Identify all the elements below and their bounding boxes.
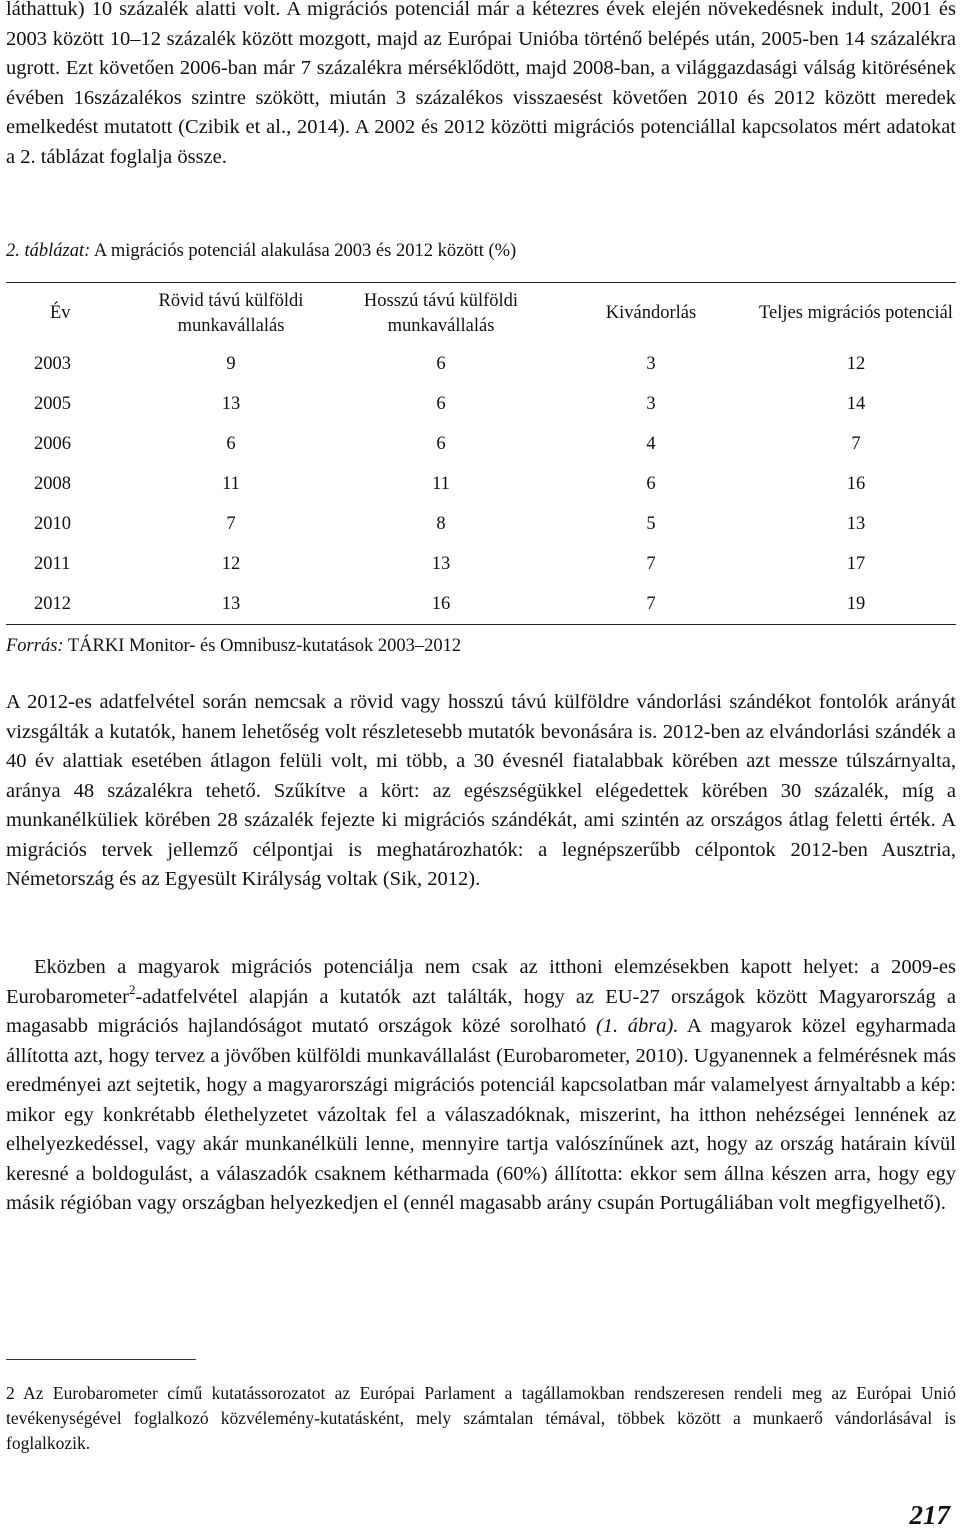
- table-year-cell: 2005: [34, 394, 71, 414]
- table-header-row: [6, 283, 956, 345]
- table-value-cell: 17: [846, 554, 866, 574]
- table-row: [6, 385, 956, 425]
- table-value-cell: 6: [646, 474, 656, 494]
- table-value-cell: 3: [646, 354, 656, 374]
- table-value-cell: 16: [431, 593, 451, 614]
- table-value-cell: 13: [846, 514, 866, 534]
- table-year-cell: 2012: [34, 593, 71, 614]
- table-value-cell: 7: [646, 554, 656, 574]
- table-value-cell: 14: [846, 394, 866, 414]
- footnote-ref: 2: [128, 981, 136, 997]
- table-source: [6, 633, 461, 659]
- table-value-cell: 9: [226, 354, 236, 374]
- table-value-cell: 13: [221, 593, 241, 614]
- table-value-cell: 12: [221, 554, 241, 574]
- table-value-cell: 4: [646, 434, 656, 454]
- table-year-cell: 2010: [34, 514, 71, 534]
- table-row: [6, 345, 956, 385]
- table-value-cell: 8: [436, 514, 446, 534]
- figure-ref: (1. ábra).: [595, 1015, 679, 1037]
- migration-potential-table: [6, 282, 956, 625]
- source-label: Forrás:: [6, 636, 64, 656]
- table-year-cell: 2003: [34, 354, 71, 374]
- paragraph-2: A 2012-es adatfelvétel során nemcsak a rövid vagy hosszú távú külföldre vándorlási szándékot fontolók arányát vizsgálták a kutatók, hanem lehetőség volt részletesebb mutatók bevonására is. 2012-ben az elvándorlási szándék a 40 év alattiak esetében átlagon felüli volt, mi több, a 30 évesnél fiatalabbak körében azt messze túlszárnyalta, aránya 48 százalékra tehető. Szűkítve a kört: az egészségükkel elégedettek körében 30 százalék, míg a munkanélküliek körében 28 százalék fejezte ki migrációs szándékát, ami szintén az országos átlag feletti érték. A migrációs tervek jellemző célpontjai is meghatározhatók: a legnépszerűbb célpontok 2012-ben Ausztria, Németország és az Egyesült Királyság voltak (Sik, 2012).: [6, 691, 956, 890]
- table-value-cell: 11: [222, 474, 240, 494]
- table-header-cell: Év: [50, 303, 71, 324]
- footnote-divider: [6, 1359, 196, 1360]
- table-value-cell: 7: [226, 514, 236, 534]
- table-value-cell: 7: [646, 593, 656, 614]
- table-value-cell: 13: [431, 554, 451, 574]
- table-value-cell: 6: [436, 434, 446, 454]
- table-caption: [6, 238, 516, 264]
- paragraph-3-part3: A magyarok közel egyharmada állította azt, hogy tervez a jövőben külföldi munkavállalást (Eurobarometer, 2010). Ugyanennek a felmérésnek más eredményei azt sejtetik, hogy a magyarországi migrációs potenciál kapcsolatban már valamelyest árnyaltabb a kép: mikor egy konkrétabb élethelyzetet vázoltak fel a válaszadóknak, miszerint, ha itthon nehézségei lennének az elhelyezkedéssel, vagy akár munkanélküli lenne, mennyire tartja valószínűnek azt, hogy az ország határain kívül keresné a boldogulást, a válaszadók csaknem kétharmada (60%) állította: ekkor sem állna készen arra, hogy egy másik régióban vagy országban helyezkedjen el (ennél magasabb arány csupán Portugáliában volt megfigyelhető).: [6, 1015, 956, 1214]
- page-number: 217: [909, 1500, 950, 1530]
- table-value-cell: 19: [846, 593, 866, 614]
- table-value-cell: 11: [432, 474, 450, 494]
- table-header-cell: Hosszú távú külföldi munkavállalás: [363, 290, 519, 336]
- table-value-cell: 5: [646, 514, 656, 534]
- table-row: [6, 585, 956, 625]
- paragraph-3-part1: Eközben a magyarok migrációs potenciálja nem csak az itthoni elemzésekben kapott helyet: a 2009-es Eurobarometer: [6, 956, 956, 1008]
- table-row: [6, 545, 956, 585]
- table-value-cell: 12: [846, 354, 866, 374]
- table-header-cell: Teljes migrációs potenciál: [759, 303, 953, 324]
- table-value-cell: 6: [436, 394, 446, 414]
- table-row: [6, 425, 956, 465]
- footnote: 2 Az Eurobarometer című kutatássorozatot az Európai Parlament a tagállamokban rendszeresen rendeli meg az Európai Unió tevékenységével foglalkozó közvélemény-kutatásként, mely számtalan témával, többek között a munkaerő vándorlásával is foglalkozik.: [6, 1383, 956, 1453]
- table-year-cell: 2006: [34, 434, 71, 454]
- table-row: [6, 465, 956, 505]
- source-text: TÁRKI Monitor- és Omnibusz-kutatások 2003–2012: [63, 636, 462, 656]
- paragraph-3-part2: -adatfelvétel alapján a kutatók azt találták, hogy az EU-27 országok között Magyarország a magasabb migrációs hajlandóságot mutató országok közé sorolható: [6, 985, 956, 1037]
- paragraph-3: [6, 953, 956, 1219]
- table-header-cell: Rövid távú külföldi munkavállalás: [158, 290, 304, 336]
- table-year-cell: 2011: [34, 554, 71, 574]
- intro-paragraph: láthattuk) 10 százalék alatti volt. A migrációs potenciál már a kétezres évek elején növekedésnek indult, 2001 és 2003 között 10–12 százalék között mozgott, majd az Európai Unióba történő belépés után, 2005-ben 14 százalékra ugrott. Ezt követően 2006-ban már 7 százalékra mérséklődött, majd 2008-ban, a világgazdasági válság kitörésének évében 16százalékos szintre szökött, miután 3 százalékos visszaesést követően 2010 és 2012 között meredek emelkedést mutatott (Czibik et al., 2014). A 2002 és 2012 közötti migrációs potenciállal kapcsolatos mért adatokat a 2. táblázat foglalja össze.: [6, 0, 956, 168]
- table-value-cell: 3: [646, 394, 656, 414]
- table-header-cell: Kivándorlás: [605, 303, 697, 324]
- table-value-cell: 13: [221, 394, 241, 414]
- table-value-cell: 16: [846, 474, 866, 494]
- table-value-cell: 6: [436, 354, 446, 374]
- table-year-cell: 2008: [34, 474, 71, 494]
- table-caption-label: 2. táblázat:: [6, 241, 91, 261]
- table-value-cell: 6: [226, 434, 236, 454]
- table-row: [6, 505, 956, 545]
- table-caption-text: A migrációs potenciál alakulása 2003 és 2012 között (%): [90, 241, 517, 261]
- table-value-cell: 7: [851, 434, 861, 454]
